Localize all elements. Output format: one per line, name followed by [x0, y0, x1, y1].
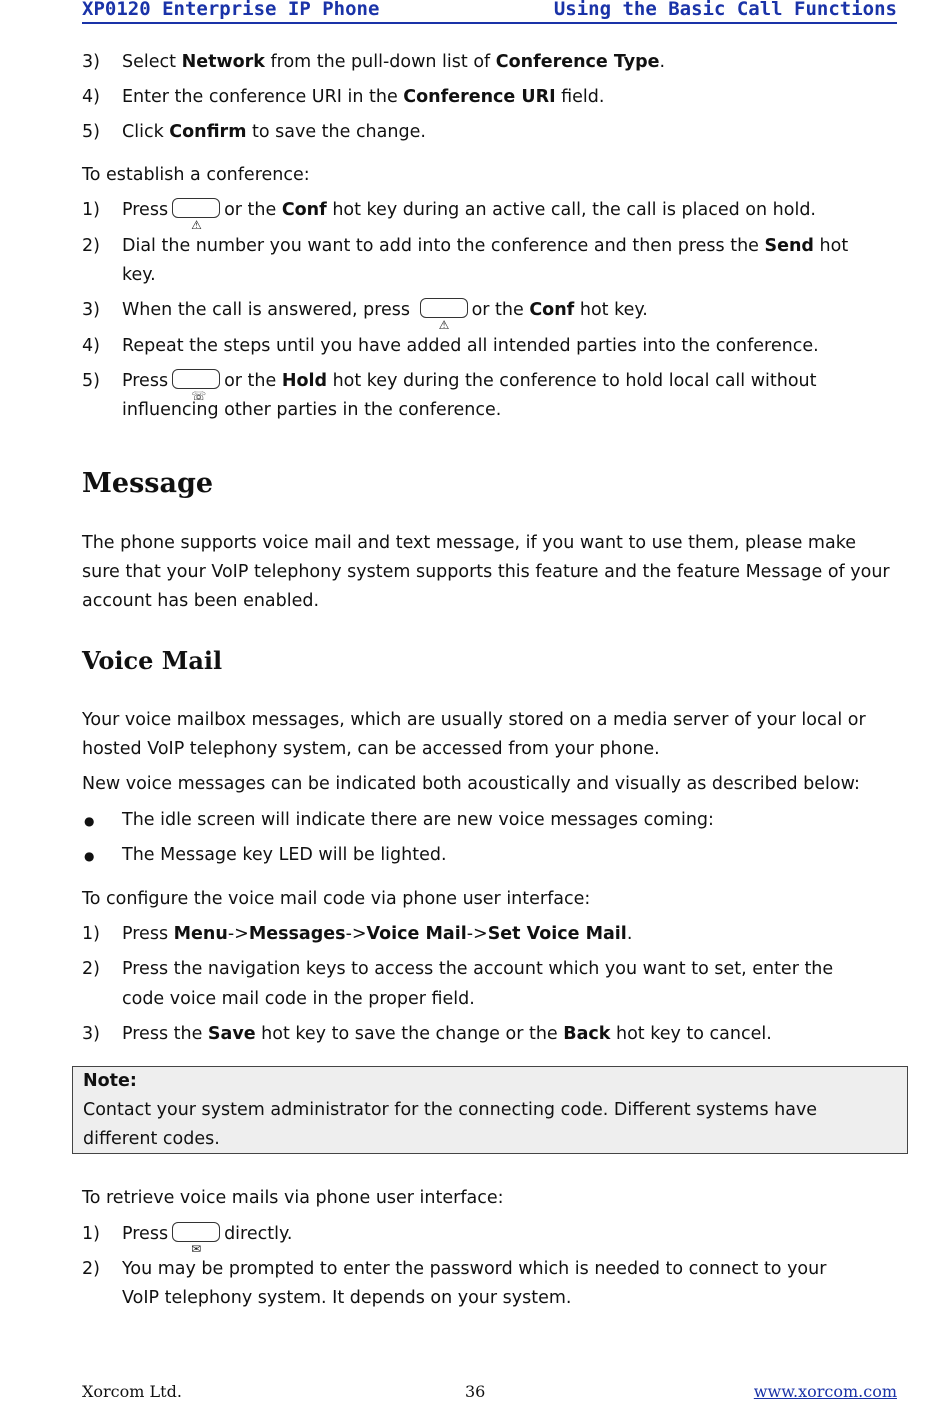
hold-key	[172, 369, 220, 403]
config-intro: To configure the voice mail code via phone user interface:	[82, 889, 591, 909]
step-number: 3)	[82, 52, 100, 72]
list-item: The idle screen will indicate there are new voice messages coming:	[122, 810, 714, 830]
step-text: Dial the number you want to add into the conference and then press the Send hot	[122, 236, 849, 256]
message-key	[172, 1222, 220, 1256]
note-body: Contact your system administrator for the connecting code. Different systems have different codes.	[83, 1100, 818, 1149]
note-box	[72, 1066, 908, 1154]
retrieve-intro: To retrieve voice mails via phone user interface:	[82, 1188, 504, 1208]
step-text: Press ✉ directly.	[122, 1224, 293, 1256]
step-number: 3)	[82, 1024, 100, 1044]
conference-icon: ⚠	[438, 318, 450, 332]
step-text: Repeat the steps until you have added all intended parties into the conference.	[122, 336, 819, 356]
step-text: Press Menu->Messages->Voice Mail->Set Voice Mail.	[122, 924, 633, 944]
step-number: 5)	[82, 122, 100, 142]
step-number: 3)	[82, 300, 100, 320]
step-text: When the call is answered, press ⚠ or the Conf hot key.	[122, 300, 648, 332]
page-header	[82, 0, 897, 24]
conference-key	[420, 298, 468, 332]
step-text-continued: code voice mail code in the proper field.	[122, 989, 475, 1009]
voice-mail-indication: New voice messages can be indicated both acoustically and visually as described below:	[82, 774, 860, 794]
step-number: 5)	[82, 371, 100, 391]
step-number: 2)	[82, 959, 100, 979]
list-item: The Message key LED will be lighted.	[122, 845, 447, 865]
step-number: 4)	[82, 87, 100, 107]
step-number: 2)	[82, 236, 100, 256]
conference-icon: ⚠	[191, 218, 202, 232]
step-number: 1)	[82, 924, 100, 944]
conference-key	[172, 198, 220, 232]
step-text-continued: key.	[122, 265, 156, 285]
voice-mail-intro: Your voice mailbox messages, which are usually stored on a media server of your local or hosted VoIP telephony system, can be accessed from your phone.	[82, 710, 866, 759]
message-envelope-icon: ✉	[191, 1242, 202, 1256]
step-text: Click Confirm to save the change.	[122, 122, 426, 142]
footer-website-link[interactable]: www.xorcom.com	[753, 1382, 897, 1401]
header-chapter-title: Using the Basic Call Functions	[553, 0, 897, 20]
footer-page-number: 36	[465, 1382, 486, 1401]
step-text: Press ☏ or the Hold hot key during the conference to hold local call without	[122, 371, 817, 403]
step-text: Press the Save hot key to save the change or the Back hot key to cancel.	[122, 1024, 772, 1044]
note-title: Note:	[83, 1071, 137, 1091]
section-title-voice-mail: Voice Mail	[82, 646, 223, 675]
bullet-icon: ●	[84, 849, 95, 863]
step-text: You may be prompted to enter the password which is needed to connect to your	[122, 1259, 827, 1279]
step-number: 4)	[82, 336, 100, 356]
section-title-message: Message	[82, 468, 214, 499]
header-product-title: XP0120 Enterprise IP Phone	[82, 0, 380, 20]
step-number: 1)	[82, 1224, 100, 1244]
step-number: 1)	[82, 200, 100, 220]
hold-icon: ☏	[191, 389, 207, 403]
step-text-continued: VoIP telephony system. It depends on your system.	[122, 1288, 572, 1308]
establish-intro: To establish a conference:	[82, 165, 310, 185]
step-text: Press ⚠ or the Conf hot key during an active call, the call is placed on hold.	[122, 200, 816, 232]
step-text-continued: influencing other parties in the conference.	[122, 400, 502, 420]
bullet-icon: ●	[84, 814, 95, 828]
message-body: The phone supports voice mail and text message, if you want to use them, please make sure that your VoIP telephony system supports this feature and the feature Message of your account has been enabled.	[82, 533, 890, 611]
step-text: Press the navigation keys to access the account which you want to set, enter the	[122, 959, 834, 979]
step-text: Select Network from the pull-down list of Conference Type.	[122, 52, 666, 72]
step-text: Enter the conference URI in the Conference URI field.	[122, 87, 605, 107]
step-number: 2)	[82, 1259, 100, 1279]
footer-company: Xorcom Ltd.	[82, 1382, 182, 1401]
